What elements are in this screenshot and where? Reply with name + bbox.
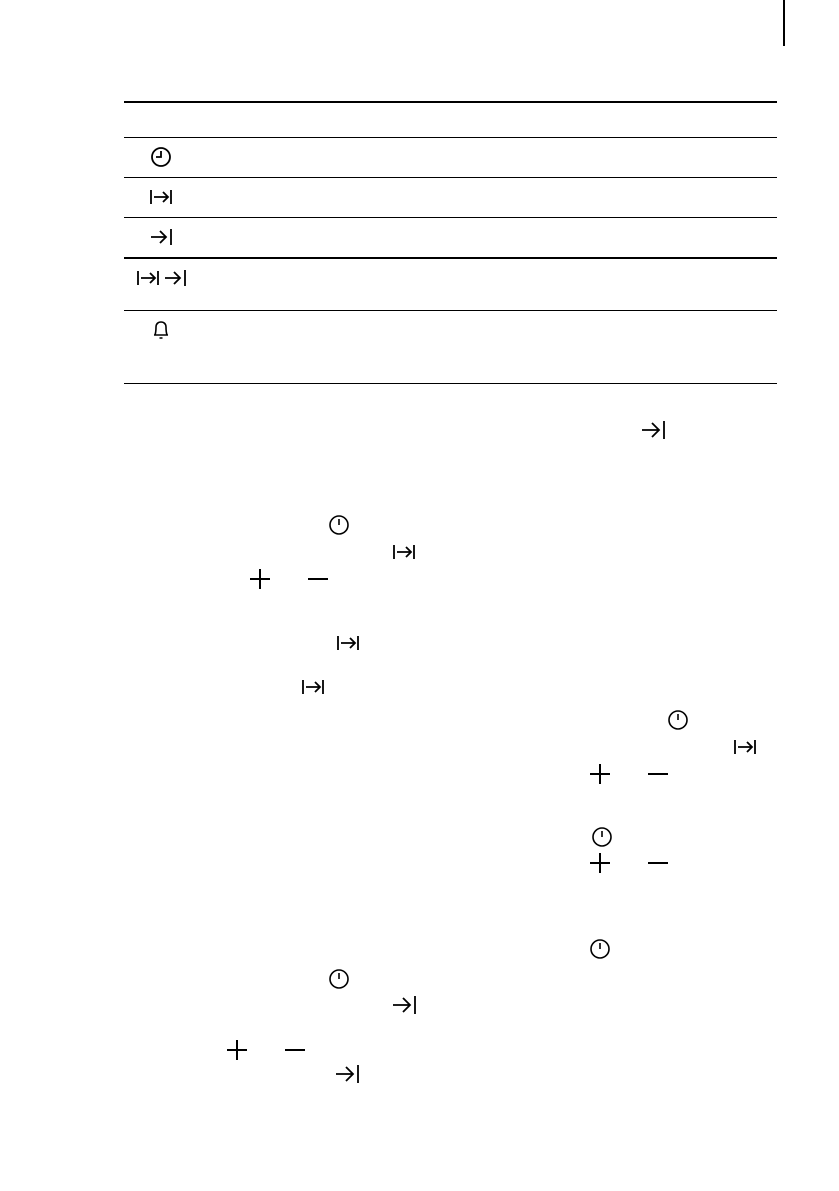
- plus-icon: [589, 763, 611, 785]
- clock-icon: [150, 146, 172, 168]
- plus-icon: [249, 568, 271, 590]
- duration-icon: [301, 678, 325, 696]
- table-row: [124, 138, 777, 178]
- clock-icon: [328, 968, 350, 990]
- duration-icon: [336, 634, 360, 652]
- duration-icon: [149, 188, 173, 206]
- end-time-icon: [163, 268, 187, 288]
- duration-icon: [733, 738, 757, 756]
- symbol-table: [124, 101, 777, 384]
- crop-mark: [783, 0, 785, 46]
- minus-icon: [284, 1039, 306, 1061]
- table-row: [124, 218, 777, 259]
- minus-icon: [647, 852, 669, 874]
- duration-icon: [136, 269, 160, 287]
- clock-icon: [589, 938, 611, 960]
- table-header: [124, 103, 777, 138]
- plus-icon: [226, 1039, 248, 1061]
- table-row: [124, 259, 777, 311]
- end-time-icon: [640, 419, 666, 441]
- end-time-icon: [149, 227, 173, 247]
- bell-icon: [151, 319, 171, 341]
- clock-icon: [591, 826, 613, 848]
- end-time-icon: [334, 1063, 360, 1085]
- minus-icon: [647, 763, 669, 785]
- clock-icon: [328, 514, 350, 536]
- duration-icon: [392, 543, 416, 561]
- minus-icon: [307, 568, 329, 590]
- table-row: [124, 178, 777, 218]
- end-time-icon: [391, 994, 417, 1016]
- table-row: [124, 311, 777, 384]
- clock-icon: [667, 709, 689, 731]
- plus-icon: [589, 852, 611, 874]
